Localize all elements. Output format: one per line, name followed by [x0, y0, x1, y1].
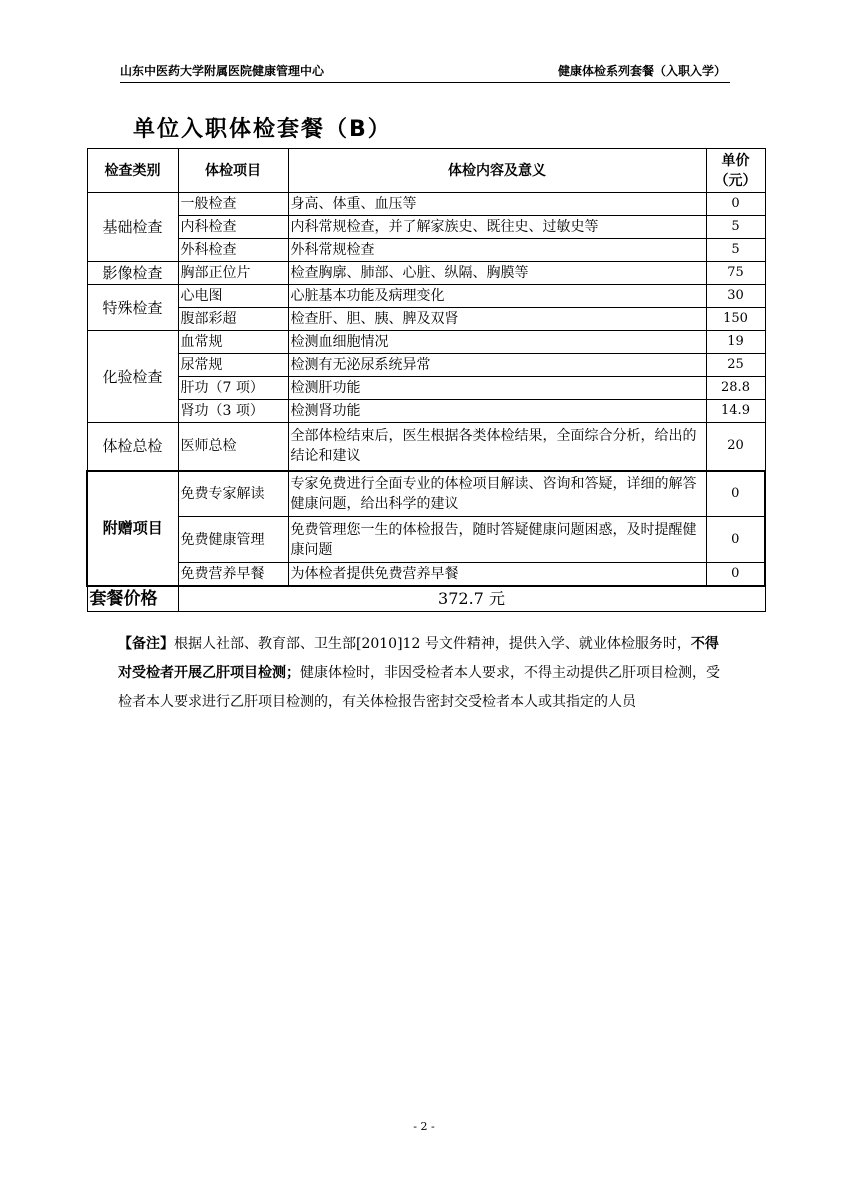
row-item: 胸部正位片 — [178, 262, 288, 285]
row-content: 心脏基本功能及病理变化 — [288, 285, 706, 308]
header-price-line1: 单价 — [721, 152, 750, 169]
row-price: 19 — [706, 331, 765, 354]
row-price: 0 — [706, 563, 765, 586]
table-row — [87, 377, 765, 400]
row-content: 全部体检结束后，医生根据各类体检结果，全面综合分析，给出的结论和建议 — [288, 423, 706, 471]
header-item: 体检项目 — [178, 149, 288, 193]
row-content: 内科常规检查，并了解家族史、既往史、过敏史等 — [288, 216, 706, 239]
table-row — [87, 239, 765, 262]
package-table — [86, 148, 766, 612]
row-item: 医师总检 — [178, 423, 288, 471]
table-row — [87, 308, 765, 331]
table-row — [87, 262, 765, 285]
row-price: 0 — [706, 193, 765, 216]
header-price-line2: （元） — [714, 172, 757, 189]
category-gift: 附赠项目 — [87, 471, 178, 586]
row-price: 75 — [706, 262, 765, 285]
table-header-row — [87, 149, 765, 193]
total-label: 套餐价格 — [87, 586, 178, 612]
header-hospital-name: 山东中医药大学附属医院健康管理中心 — [120, 64, 325, 78]
header-category: 检查类别 — [87, 149, 178, 193]
total-value: 372.7 元 — [178, 586, 765, 612]
row-item: 外科检查 — [178, 239, 288, 262]
header-series-name: 健康体检系列套餐（入职入学） — [557, 64, 726, 78]
header-price — [706, 149, 765, 193]
row-item: 心电图 — [178, 285, 288, 308]
row-item: 免费健康管理 — [178, 517, 288, 563]
table-row — [87, 400, 765, 423]
category-lab: 化验检查 — [87, 331, 178, 423]
row-item: 血常规 — [178, 331, 288, 354]
row-price: 25 — [706, 354, 765, 377]
table-row — [87, 331, 765, 354]
row-price: 20 — [706, 423, 765, 471]
row-price: 5 — [706, 239, 765, 262]
table-row — [87, 354, 765, 377]
row-price: 150 — [706, 308, 765, 331]
row-price: 14.9 — [706, 400, 765, 423]
row-price: 0 — [706, 517, 765, 563]
row-price: 30 — [706, 285, 765, 308]
table-row — [87, 193, 765, 216]
row-content: 外科常规检查 — [288, 239, 706, 262]
row-item: 肝功（7 项） — [178, 377, 288, 400]
row-item: 免费专家解读 — [178, 471, 288, 517]
header-content: 体检内容及意义 — [288, 149, 706, 193]
table-row — [87, 563, 765, 586]
row-item: 免费营养早餐 — [178, 563, 288, 586]
row-item: 内科检查 — [178, 216, 288, 239]
page-header — [120, 60, 730, 83]
table-row — [87, 423, 765, 471]
row-content: 检测血细胞情况 — [288, 331, 706, 354]
row-content: 检测肝功能 — [288, 377, 706, 400]
row-content: 检测有无泌尿系统异常 — [288, 354, 706, 377]
row-content: 专家免费进行全面专业的体检项目解读、咨询和答疑，详细的解答健康问题，给出科学的建议 — [288, 471, 706, 517]
page-title: 单位入职体检套餐（B） — [133, 117, 392, 142]
remark-bold-text: 不得对受检者开展乙肝项目检测； — [118, 636, 719, 681]
remark-prefix: 【备注】 — [118, 636, 174, 652]
table-row — [87, 216, 765, 239]
total-row — [87, 586, 765, 612]
row-item: 尿常规 — [178, 354, 288, 377]
row-item: 肾功（3 项） — [178, 400, 288, 423]
row-content: 身高、体重、血压等 — [288, 193, 706, 216]
category-special: 特殊检查 — [87, 285, 178, 331]
remark-text-1: 根据人社部、教育部、卫生部[2010]12 号文件精神，提供入学、就业体检服务时， — [174, 636, 691, 652]
row-content: 检查肝、胆、胰、脾及双肾 — [288, 308, 706, 331]
table-row — [87, 471, 765, 517]
table-row — [87, 517, 765, 563]
page-number: - 2 - — [413, 1120, 435, 1133]
remark-text-2: 健康体检时，非因受检者本人要求，不得主动提供乙肝项目检测，受检者本人要求进行乙肝项目检测的，有关体检报告密封交受检者本人或其指定的人员 — [118, 665, 720, 710]
table-row — [87, 285, 765, 308]
remark-paragraph — [118, 630, 728, 717]
row-price: 5 — [706, 216, 765, 239]
row-item: 一般检查 — [178, 193, 288, 216]
row-content: 为体检者提供免费营养早餐 — [288, 563, 706, 586]
category-summary: 体检总检 — [87, 423, 178, 471]
row-price: 0 — [706, 471, 765, 517]
row-content: 免费管理您一生的体检报告，随时答疑健康问题困惑，及时提醒健康问题 — [288, 517, 706, 563]
category-imaging: 影像检查 — [87, 262, 178, 285]
row-item: 腹部彩超 — [178, 308, 288, 331]
row-price: 28.8 — [706, 377, 765, 400]
category-basic: 基础检查 — [87, 193, 178, 262]
row-content: 检查胸廓、肺部、心脏、纵隔、胸膜等 — [288, 262, 706, 285]
row-content: 检测肾功能 — [288, 400, 706, 423]
